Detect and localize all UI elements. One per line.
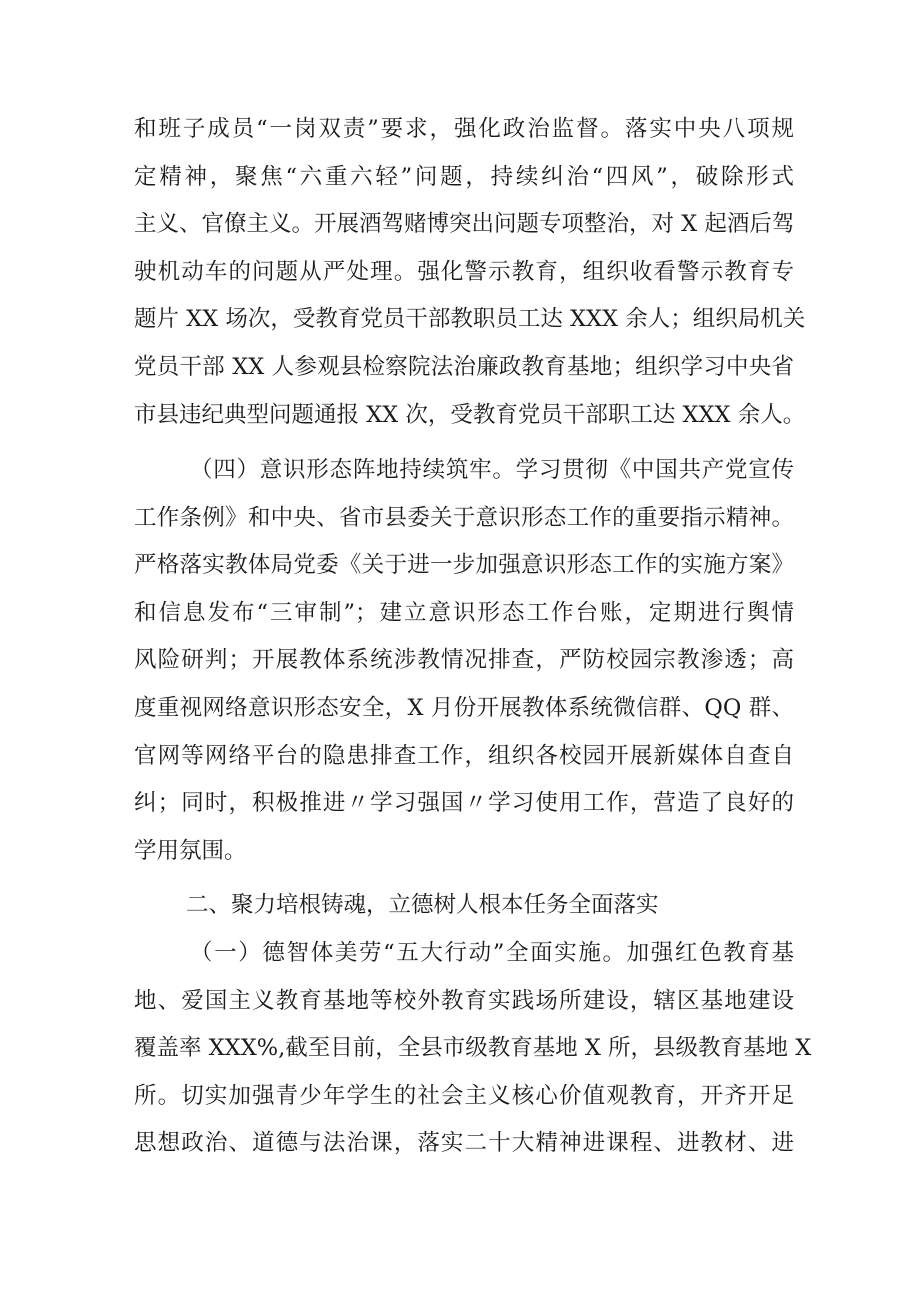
text-line: 风险研判；开展教体系统涉教情况排查，严防校园宗教渗透；高 (134, 647, 794, 674)
text-line: 严格落实教体局党委《关于进一步加强意识形态工作的实施方案》 (134, 552, 794, 579)
paragraph-five-actions (134, 930, 812, 1168)
text-line: 市县违纪典型问题通报 XX 次，受教育党员干部职工达 XXX 余人。 (134, 401, 806, 428)
text-line: 题片 XX 场次，受教育党员干部教职员工达 XXX 余人；组织局机关 (134, 306, 806, 333)
text-line: 度重视网络意识形态安全，X 月份开展教体系统微信群、QQ 群、 (134, 694, 794, 721)
text-line: 学用氛围。 (134, 837, 247, 864)
text-line: 定精神，聚焦“六重六轻”问题，持续纠治“四风”，破除形式 (134, 163, 794, 190)
text-line: 工作条例》和中央、省市县委关于意识形态工作的重要指示精神。 (134, 504, 794, 531)
text-line: 党员干部 XX 人参观县检察院法治廉政教育基地；组织学习中央省 (134, 353, 794, 380)
text-line: （四）意识形态阵地持续筑牢。学习贯彻《中国共产党宣传 (190, 457, 794, 483)
text-line: 主义、官僚主义。开展酒驾赌博突出问题专项整治，对 X 起酒后驾 (134, 211, 795, 238)
text-line: 覆盖率 XXX%,截至目前，全县市级教育基地 X 所，县级教育基地 X (134, 1035, 812, 1062)
text-line: 和班子成员“一岗双责”要求，强化政治监督。落实中央八项规 (134, 116, 794, 142)
section-heading (134, 882, 794, 930)
text-line: （一）德智体美劳“五大行动”全面实施。加强红色教育基 (190, 940, 794, 966)
text-line: 纠；同时，积极推进〃学习强国〃学习使用工作，营造了良好的 (134, 790, 794, 817)
text-line: 思想政治、道德与法治课，落实二十大精神进课程、进教材、进 (134, 1130, 794, 1157)
text-line: 和信息发布“三审制”；建立意识形态工作台账，定期进行舆情 (134, 599, 794, 626)
text-line: 官网等网络平台的隐患排查工作，组织各校园开展新媒体自查自 (134, 742, 794, 769)
text-line: 所。切实加强青少年学生的社会主义核心价值观教育，开齐开足 (134, 1082, 794, 1109)
text-line: 驶机动车的问题从严处理。强化警示教育，组织收看警示教育专 (134, 258, 794, 285)
paragraph-discipline (134, 106, 806, 439)
paragraph-ideology (134, 447, 794, 875)
text-line: 地、爱国主义教育基地等校外教育实践场所建设，辖区基地建设 (134, 987, 794, 1014)
section-title: 二、聚力培根铸魂，立德树人根本任务全面落实 (186, 892, 659, 918)
